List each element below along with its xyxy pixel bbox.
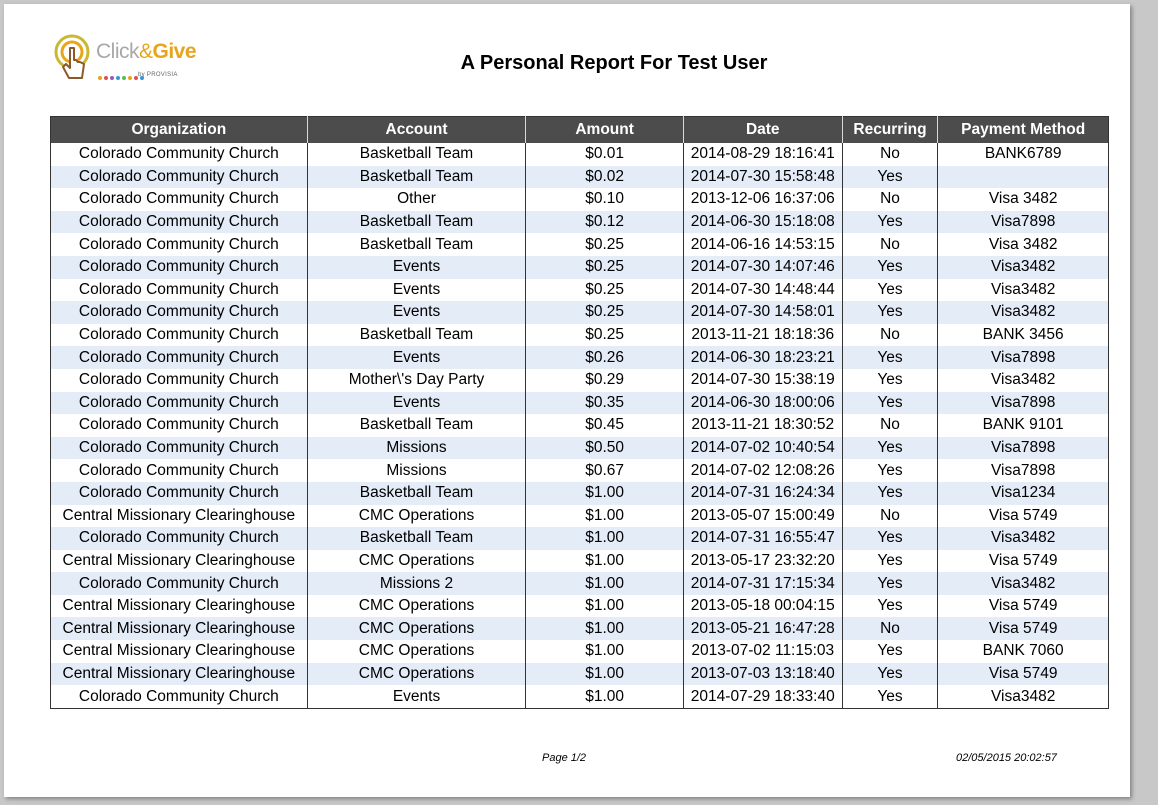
cell-organization: Colorado Community Church bbox=[78, 280, 279, 298]
cell-recurring: No bbox=[842, 617, 938, 640]
cell-recurring: Yes bbox=[842, 550, 938, 573]
table-header-row bbox=[51, 117, 1109, 144]
cell-amount: $0.35 bbox=[526, 392, 684, 415]
logo-dot bbox=[122, 76, 126, 80]
cell-amount: $0.12 bbox=[526, 211, 684, 234]
cell-amount: $0.45 bbox=[526, 414, 684, 437]
cell-amount: $1.00 bbox=[526, 617, 684, 640]
cell-recurring: Yes bbox=[842, 211, 938, 234]
cell-amount: $0.01 bbox=[526, 143, 684, 166]
cell-organization: Colorado Community Church bbox=[78, 326, 279, 344]
cell-recurring: Yes bbox=[842, 527, 938, 550]
cell-date: 2013-11-21 18:30:52 bbox=[683, 414, 842, 437]
cell-amount: $1.00 bbox=[526, 640, 684, 663]
cell-date: 2013-07-02 11:15:03 bbox=[683, 640, 842, 663]
cell-date: 2013-05-21 16:47:28 bbox=[683, 617, 842, 640]
cell-payment-method: BANK 7060 bbox=[938, 640, 1109, 663]
cell-account: Missions bbox=[307, 437, 526, 460]
cell-date: 2013-11-21 18:18:36 bbox=[683, 324, 842, 347]
logo-dot bbox=[116, 76, 120, 80]
cell-organization: Colorado Community Church bbox=[78, 235, 279, 253]
cell-amount: $0.26 bbox=[526, 346, 684, 369]
cell-recurring: No bbox=[842, 233, 938, 256]
cell-recurring: Yes bbox=[842, 166, 938, 189]
cell-amount: $1.00 bbox=[526, 482, 684, 505]
cell-payment-method: Visa3482 bbox=[938, 685, 1109, 708]
logo-byline: by PROVISIA bbox=[138, 72, 178, 78]
cell-payment-method: Visa7898 bbox=[938, 211, 1109, 234]
cell-payment-method: Visa3482 bbox=[938, 369, 1109, 392]
hand-pointer-icon bbox=[54, 34, 94, 86]
table-row bbox=[51, 346, 1109, 369]
cell-payment-method: Visa 3482 bbox=[938, 188, 1109, 211]
cell-recurring: Yes bbox=[842, 685, 938, 708]
cell-organization: Colorado Community Church bbox=[78, 190, 279, 208]
cell-account: Basketball Team bbox=[307, 166, 526, 189]
cell-payment-method: BANK 9101 bbox=[938, 414, 1109, 437]
cell-payment-method: Visa1234 bbox=[938, 482, 1109, 505]
table-row bbox=[51, 188, 1109, 211]
cell-payment-method: Visa7898 bbox=[938, 392, 1109, 415]
cell-recurring: Yes bbox=[842, 256, 938, 279]
cell-recurring: Yes bbox=[842, 346, 938, 369]
cell-account: Basketball Team bbox=[307, 414, 526, 437]
cell-account: Basketball Team bbox=[307, 233, 526, 256]
cell-account: CMC Operations bbox=[307, 550, 526, 573]
table-row bbox=[51, 550, 1109, 573]
cell-account: CMC Operations bbox=[307, 595, 526, 618]
cell-organization: Colorado Community Church bbox=[51, 211, 308, 234]
cell-payment-method: BANK 3456 bbox=[938, 324, 1109, 347]
cell-date: 2014-06-30 18:00:06 bbox=[683, 392, 842, 415]
table-row bbox=[51, 414, 1109, 437]
logo-dot bbox=[128, 76, 132, 80]
cell-date: 2014-07-30 14:48:44 bbox=[683, 279, 842, 302]
cell-recurring: Yes bbox=[842, 437, 938, 460]
table-row bbox=[51, 256, 1109, 279]
table-row bbox=[51, 640, 1109, 663]
cell-recurring: Yes bbox=[842, 369, 938, 392]
cell-recurring: Yes bbox=[842, 482, 938, 505]
cell-organization: Colorado Community Church bbox=[78, 371, 279, 389]
cell-date: 2014-07-31 17:15:34 bbox=[683, 572, 842, 595]
logo-dot bbox=[98, 76, 102, 80]
cell-account: Events bbox=[307, 392, 526, 415]
table-row bbox=[51, 233, 1109, 256]
cell-date: 2013-05-17 23:32:20 bbox=[683, 550, 842, 573]
cell-organization: Colorado Community Church bbox=[51, 572, 308, 595]
cell-organization: Colorado Community Church bbox=[78, 461, 279, 479]
table-row bbox=[51, 279, 1109, 302]
cell-organization: Colorado Community Church bbox=[78, 687, 279, 705]
cell-payment-method: Visa7898 bbox=[938, 459, 1109, 482]
cell-organization: Colorado Community Church bbox=[51, 392, 308, 415]
cell-payment-method bbox=[938, 166, 1109, 189]
cell-account: Events bbox=[307, 346, 526, 369]
cell-date: 2014-07-30 15:38:19 bbox=[683, 369, 842, 392]
cell-date: 2013-12-06 16:37:06 bbox=[683, 188, 842, 211]
cell-date: 2014-07-02 12:08:26 bbox=[683, 459, 842, 482]
table-body bbox=[51, 143, 1109, 708]
cell-organization: Colorado Community Church bbox=[51, 256, 308, 279]
cell-date: 2014-06-30 18:23:21 bbox=[683, 346, 842, 369]
page-number: Page 1/2 bbox=[542, 752, 587, 764]
cell-date: 2014-07-29 18:33:40 bbox=[683, 685, 842, 708]
cell-organization: Colorado Community Church bbox=[51, 301, 308, 324]
cell-organization: Colorado Community Church bbox=[78, 416, 279, 434]
report-timestamp: 02/05/2015 20:02:57 bbox=[956, 752, 1057, 764]
cell-organization: Central Missionary Clearinghouse bbox=[62, 597, 296, 615]
cell-account: CMC Operations bbox=[307, 505, 526, 528]
cell-amount: $0.25 bbox=[526, 324, 684, 347]
cell-amount: $1.00 bbox=[526, 527, 684, 550]
cell-amount: $1.00 bbox=[526, 505, 684, 528]
cell-amount: $0.25 bbox=[526, 256, 684, 279]
cell-organization: Central Missionary Clearinghouse bbox=[62, 551, 296, 569]
cell-payment-method: Visa3482 bbox=[938, 527, 1109, 550]
cell-account: Basketball Team bbox=[307, 143, 526, 166]
cell-payment-method: Visa 5749 bbox=[938, 617, 1109, 640]
cell-organization: Central Missionary Clearinghouse bbox=[51, 617, 308, 640]
table-row bbox=[51, 437, 1109, 460]
cell-account: Missions bbox=[307, 459, 526, 482]
cell-date: 2013-05-07 15:00:49 bbox=[683, 505, 842, 528]
table-row bbox=[51, 301, 1109, 324]
cell-amount: $0.02 bbox=[526, 166, 684, 189]
cell-recurring: Yes bbox=[842, 392, 938, 415]
cell-account: Missions 2 bbox=[307, 572, 526, 595]
table-row bbox=[51, 482, 1109, 505]
cell-recurring: Yes bbox=[842, 640, 938, 663]
cell-amount: $0.50 bbox=[526, 437, 684, 460]
cell-account: Mother\'s Day Party bbox=[307, 369, 526, 392]
cell-organization: Colorado Community Church bbox=[51, 346, 308, 369]
cell-recurring: No bbox=[842, 324, 938, 347]
cell-payment-method: Visa7898 bbox=[938, 437, 1109, 460]
cell-amount: $1.00 bbox=[526, 550, 684, 573]
cell-payment-method: Visa 5749 bbox=[938, 505, 1109, 528]
cell-account: Basketball Team bbox=[307, 211, 526, 234]
report-page bbox=[4, 4, 1130, 797]
cell-date: 2014-07-31 16:24:34 bbox=[683, 482, 842, 505]
cell-payment-method: Visa 3482 bbox=[938, 233, 1109, 256]
cell-amount: $1.00 bbox=[526, 595, 684, 618]
column-header-recurring: Recurring bbox=[842, 117, 938, 144]
logo-word-click: Click bbox=[96, 40, 139, 63]
cell-payment-method: Visa3482 bbox=[938, 572, 1109, 595]
cell-organization: Central Missionary Clearinghouse bbox=[62, 642, 296, 660]
table-row bbox=[51, 663, 1109, 686]
cell-account: Basketball Team bbox=[307, 324, 526, 347]
cell-recurring: Yes bbox=[842, 572, 938, 595]
cell-amount: $0.67 bbox=[526, 459, 684, 482]
donations-table bbox=[50, 116, 1109, 709]
cell-payment-method: Visa 5749 bbox=[938, 595, 1109, 618]
table-row bbox=[51, 143, 1109, 166]
cell-account: Events bbox=[307, 685, 526, 708]
cell-date: 2013-07-03 13:18:40 bbox=[683, 663, 842, 686]
cell-recurring: Yes bbox=[842, 279, 938, 302]
report-title: A Personal Report For Test User bbox=[460, 52, 768, 74]
cell-payment-method: Visa 5749 bbox=[938, 663, 1109, 686]
table-row bbox=[51, 369, 1109, 392]
table-row bbox=[51, 527, 1109, 550]
cell-date: 2014-06-30 15:18:08 bbox=[683, 211, 842, 234]
logo-ampersand: & bbox=[139, 40, 153, 63]
column-header-date: Date bbox=[683, 117, 842, 144]
cell-recurring: No bbox=[842, 143, 938, 166]
cell-account: Events bbox=[307, 301, 526, 324]
cell-account: Other bbox=[307, 188, 526, 211]
table-row bbox=[51, 505, 1109, 528]
cell-account: CMC Operations bbox=[307, 640, 526, 663]
cell-account: Events bbox=[307, 279, 526, 302]
cell-account: CMC Operations bbox=[307, 663, 526, 686]
cell-payment-method: BANK6789 bbox=[938, 143, 1109, 166]
column-header-account: Account bbox=[307, 117, 526, 144]
cell-date: 2014-07-31 16:55:47 bbox=[683, 527, 842, 550]
cell-amount: $0.25 bbox=[526, 279, 684, 302]
cell-payment-method: Visa7898 bbox=[938, 346, 1109, 369]
table-row bbox=[51, 617, 1109, 640]
cell-date: 2014-07-30 15:58:48 bbox=[683, 166, 842, 189]
cell-payment-method: Visa3482 bbox=[938, 256, 1109, 279]
column-header-payment-method: Payment Method bbox=[938, 117, 1109, 144]
cell-organization: Colorado Community Church bbox=[78, 145, 279, 163]
cell-recurring: Yes bbox=[842, 663, 938, 686]
cell-amount: $0.10 bbox=[526, 188, 684, 211]
table-row bbox=[51, 324, 1109, 347]
cell-recurring: No bbox=[842, 414, 938, 437]
cell-date: 2014-07-30 14:58:01 bbox=[683, 301, 842, 324]
cell-amount: $1.00 bbox=[526, 663, 684, 686]
cell-payment-method: Visa3482 bbox=[938, 301, 1109, 324]
table-row bbox=[51, 166, 1109, 189]
cell-amount: $1.00 bbox=[526, 685, 684, 708]
table-row bbox=[51, 572, 1109, 595]
cell-recurring: Yes bbox=[842, 301, 938, 324]
cell-date: 2014-07-30 14:07:46 bbox=[683, 256, 842, 279]
cell-date: 2014-08-29 18:16:41 bbox=[683, 143, 842, 166]
logo-wordmark bbox=[96, 40, 196, 64]
cell-organization: Colorado Community Church bbox=[51, 482, 308, 505]
cell-organization: Colorado Community Church bbox=[51, 437, 308, 460]
logo-word-give: Give bbox=[152, 40, 197, 63]
cell-recurring: Yes bbox=[842, 595, 938, 618]
table-row bbox=[51, 595, 1109, 618]
cell-amount: $0.25 bbox=[526, 301, 684, 324]
cell-account: Events bbox=[307, 256, 526, 279]
logo-dot bbox=[110, 76, 114, 80]
table-row bbox=[51, 685, 1109, 708]
cell-organization: Central Missionary Clearinghouse bbox=[51, 663, 308, 686]
cell-organization: Colorado Community Church bbox=[51, 527, 308, 550]
cell-account: Basketball Team bbox=[307, 527, 526, 550]
cell-account: Basketball Team bbox=[307, 482, 526, 505]
cell-date: 2013-05-18 00:04:15 bbox=[683, 595, 842, 618]
cell-payment-method: Visa3482 bbox=[938, 279, 1109, 302]
cell-organization: Central Missionary Clearinghouse bbox=[62, 506, 296, 524]
cell-recurring: Yes bbox=[842, 459, 938, 482]
cell-payment-method: Visa 5749 bbox=[938, 550, 1109, 573]
table-row bbox=[51, 392, 1109, 415]
cell-amount: $0.25 bbox=[526, 233, 684, 256]
click-and-give-logo bbox=[54, 34, 204, 88]
column-header-amount: Amount bbox=[526, 117, 684, 144]
table-row bbox=[51, 459, 1109, 482]
cell-date: 2014-07-02 10:40:54 bbox=[683, 437, 842, 460]
cell-account: CMC Operations bbox=[307, 617, 526, 640]
cell-recurring: No bbox=[842, 505, 938, 528]
logo-dot bbox=[104, 76, 108, 80]
table-row bbox=[51, 211, 1109, 234]
cell-amount: $0.29 bbox=[526, 369, 684, 392]
cell-organization: Colorado Community Church bbox=[51, 166, 308, 189]
cell-date: 2014-06-16 14:53:15 bbox=[683, 233, 842, 256]
cell-recurring: No bbox=[842, 188, 938, 211]
column-header-organization: Organization bbox=[51, 117, 308, 144]
cell-amount: $1.00 bbox=[526, 572, 684, 595]
